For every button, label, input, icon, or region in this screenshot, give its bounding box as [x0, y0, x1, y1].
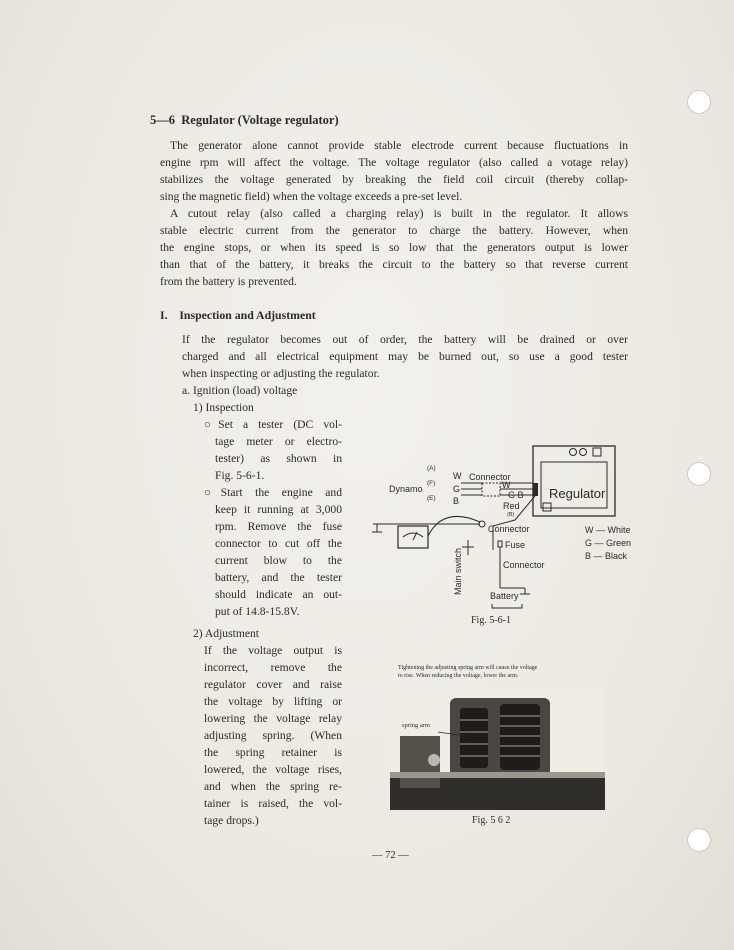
fig-5-6-2-caption: Fig. 5 6 2	[472, 815, 511, 826]
inspection-line-3: tester) as shown in	[215, 452, 342, 465]
adjustment-line-7: the spring retainer is	[204, 746, 342, 759]
intro-line-2: engine rpm will affect the voltage. The voltage regulator (also called a votage relay)	[160, 156, 628, 169]
inspection-line-8: connector to cut off the	[215, 537, 342, 550]
sub-intro-line-2: charged and all electrical equipment may be burned out, so use a good tester	[182, 350, 628, 363]
item-a: a. Ignition (load) voltage	[182, 384, 298, 397]
adjustment-line-6: adjusting spring. (When	[204, 729, 342, 742]
section-number: 5—6	[150, 113, 175, 127]
legend-green: G — Green	[585, 538, 632, 548]
inspection-line-6: keep it running at 3,000	[215, 503, 342, 516]
inspection-line-1: ○Set a tester (DC vol-	[204, 418, 342, 431]
inspection-line-7: rpm. Remove the fuse	[215, 520, 342, 533]
adjustment-line-8: lowered, the voltage rises,	[204, 763, 342, 776]
inspection-line-10: battery, and the tester	[215, 571, 342, 584]
spring-arm-label: spring arm	[402, 722, 430, 729]
regulator-label: Regulator	[549, 486, 606, 501]
battery-label: Battery	[490, 591, 519, 601]
connector-top-label: Connector	[469, 472, 511, 482]
adjustment-line-10: tainer is raised, the vol-	[204, 797, 342, 810]
fuse-label: Fuse	[505, 540, 526, 550]
connector-low-label: Connector	[503, 560, 545, 570]
subsection-heading	[160, 308, 316, 323]
fuse-icon	[498, 541, 502, 547]
wire-w2-label: W	[502, 480, 511, 490]
section-title: Regulator (Voltage regulator)	[181, 113, 339, 127]
inspection-line-12: put of 14.8-15.8V.	[215, 605, 300, 618]
terminal-b-label: (B)	[507, 512, 515, 518]
intro-line-9: from the battery is prevented.	[160, 275, 297, 288]
intro-line-4: sing the magnetic field) when the voltage exceeds a pre-set level.	[160, 190, 463, 203]
tester-icon	[398, 526, 428, 548]
adjustment-line-2: incorrect, remove the	[204, 661, 342, 674]
intro-line-8: than that of the battery, it breaks the circuit to the battery so that reverse current	[160, 258, 628, 271]
adjustment-line-4: the voltage by lifting or	[204, 695, 342, 708]
sub-intro-line-3: when inspecting or adjusting the regulator.	[182, 367, 380, 380]
fig-5-6-1-caption: Fig. 5-6-1	[471, 615, 511, 626]
wire-gb-label: G B	[508, 490, 524, 500]
page-number: — 72 —	[372, 850, 409, 861]
section-heading	[150, 113, 339, 128]
intro-line-7: the engine stops, or when its speed is so low that the generators output is lower	[160, 241, 628, 254]
wiring-diagram	[365, 440, 645, 610]
adjustment-line-11: tage drops.)	[204, 814, 259, 827]
punch-hole-bottom	[687, 828, 711, 852]
wire-b-label: B	[453, 496, 460, 506]
terminal-f: (F)	[427, 480, 436, 487]
adjustment-line-9: and when the spring re-	[204, 780, 342, 793]
photo-note-line-1: Tightening the adjusting spring arm will cause the voltage	[398, 665, 538, 671]
dynamo-label: Dynamo	[389, 484, 423, 494]
regulator-box	[533, 446, 615, 516]
item-2-adjustment: 2) Adjustment	[193, 627, 260, 640]
terminal-a: (A)	[427, 465, 436, 472]
inspection-line-9: current blow to the	[215, 554, 342, 567]
punch-hole-middle	[687, 462, 711, 486]
intro-line-3: stabilizes the voltage generated by breaking the field coil circuit (thereby collap-	[160, 173, 628, 186]
intro-line-5: A cutout relay (also called a charging relay) is built in the regulator. It allows	[170, 207, 628, 220]
connector-mid-label: Connector	[488, 524, 530, 534]
item-1-inspection: 1) Inspection	[193, 401, 254, 414]
legend-black: B — Black	[585, 551, 628, 561]
punch-hole-top	[687, 90, 711, 114]
wire-g-label: G	[453, 484, 461, 494]
regulator-photo	[390, 688, 605, 810]
adjustment-line-3: regulator cover and raise	[204, 678, 342, 691]
terminal-e: (E)	[427, 495, 436, 502]
wire-w-label: W	[453, 471, 462, 481]
adjustment-line-1: If the voltage output is	[204, 644, 342, 657]
legend-white: W — White	[585, 525, 631, 535]
inspection-line-4: Fig. 5-6-1.	[215, 469, 265, 482]
inspection-line-5: ○Start the engine and	[204, 486, 342, 499]
sub-intro-line-1: If the regulator becomes out of order, the battery will be drained or over	[182, 333, 628, 346]
inspection-line-11: should indicate an out-	[215, 588, 342, 601]
intro-line-1: The generator alone cannot provide stable electrode current because fluctuations in	[170, 139, 628, 152]
adjustment-line-5: lowering the voltage relay	[204, 712, 342, 725]
subsection-title: Inspection and Adjustment	[179, 308, 316, 322]
photo-note-line-2: to rise. When reducing the voltage, lower the arm.	[398, 673, 519, 679]
red-label: Red	[503, 501, 520, 511]
main-switch-label: Main switch	[453, 547, 463, 595]
intro-line-6: stable electric current from the generator to charge the battery. However, when	[160, 224, 628, 237]
subsection-number: I.	[160, 308, 168, 322]
inspection-line-2: tage meter or electro-	[215, 435, 342, 448]
